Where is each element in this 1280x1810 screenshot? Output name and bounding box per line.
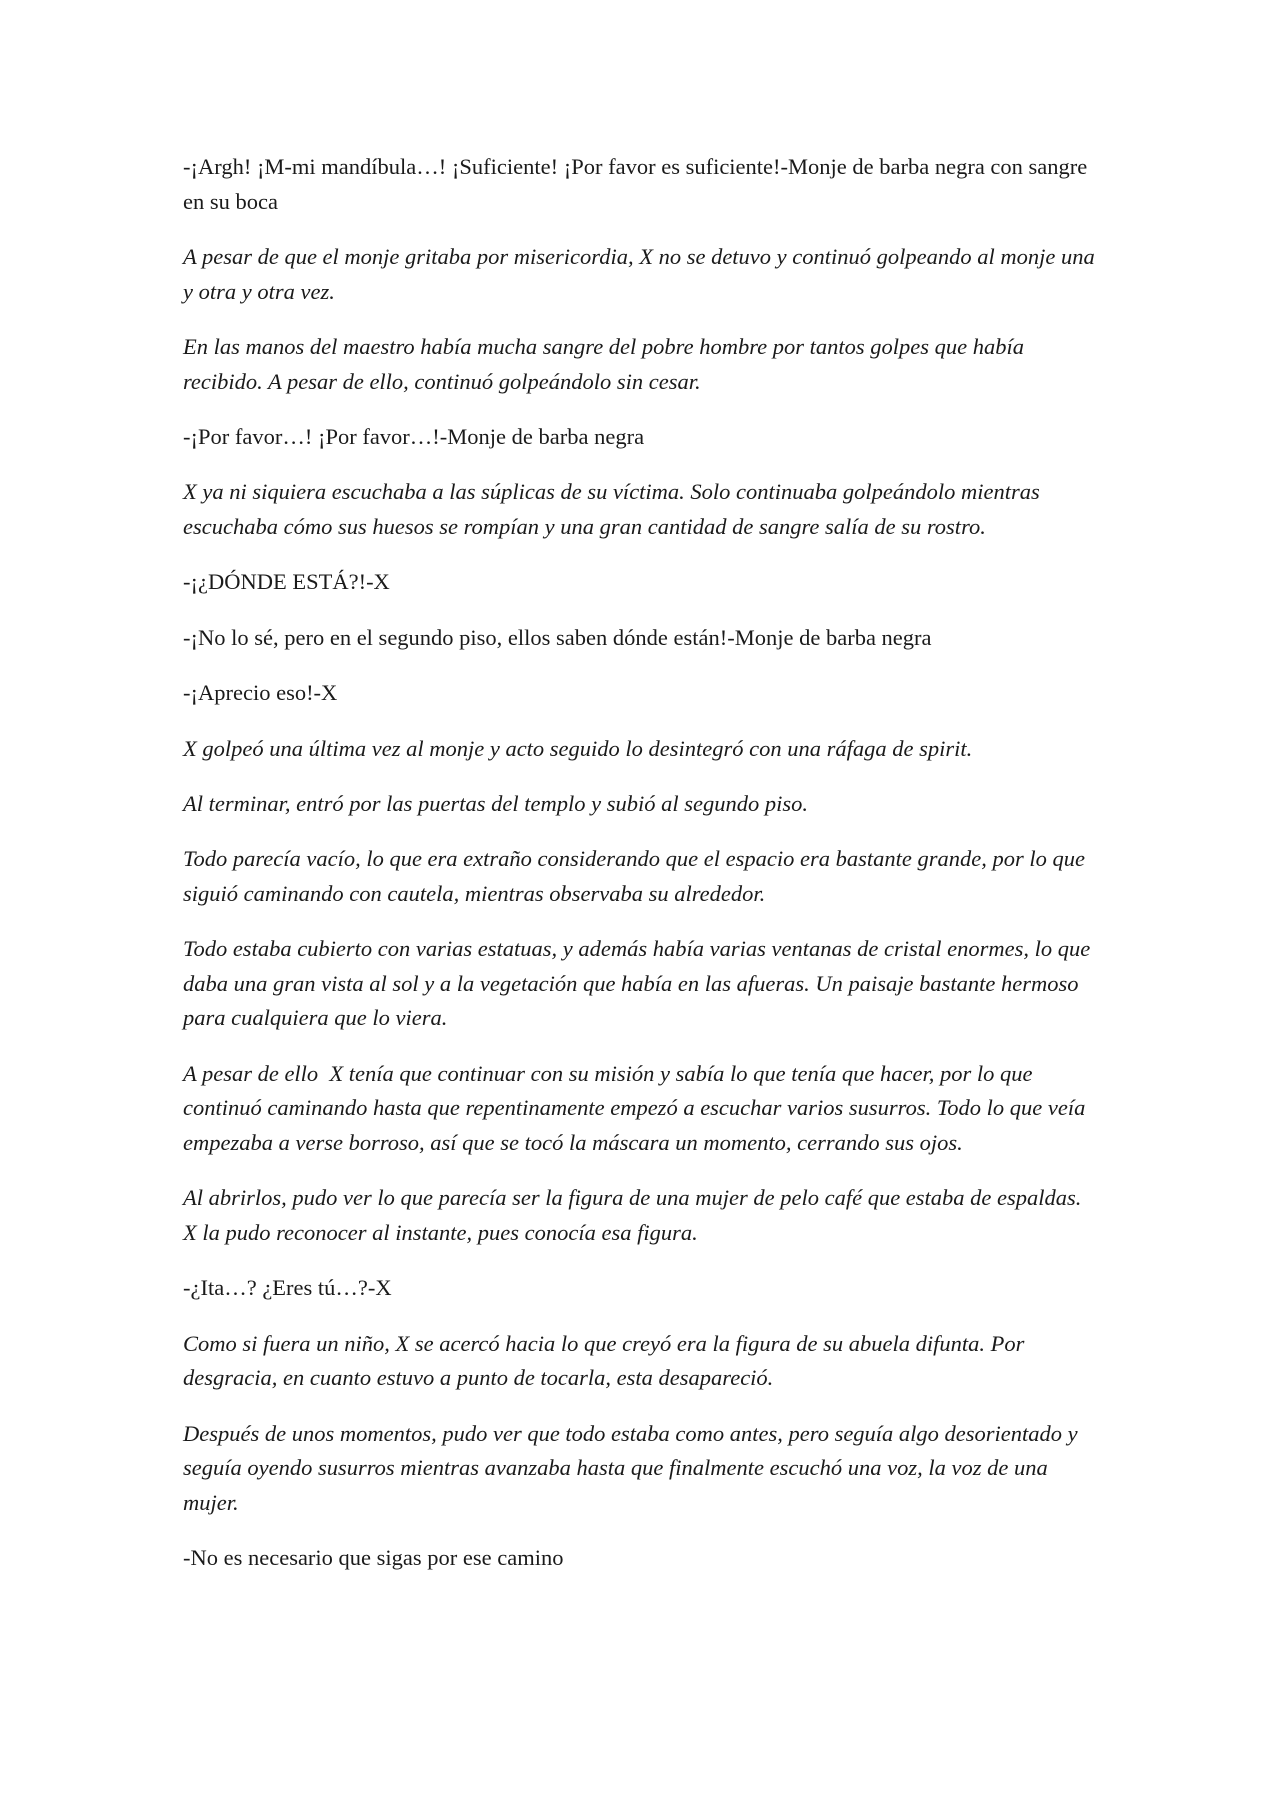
narration-paragraph: Al terminar, entró por las puertas del templo y subió al segundo piso. (183, 790, 808, 816)
dialogue-paragraph: -¡Por favor…! ¡Por favor…!-Monje de barba negra (183, 423, 645, 449)
narration-paragraph: X golpeó una última vez al monje y acto seguido lo desintegró con una ráfaga de spirit. (183, 735, 973, 761)
text-body (183, 150, 1098, 1597)
narration-paragraph: Al abrirlos, pudo ver lo que parecía ser la figura de una mujer de pelo café que estaba de espaldas. X la pudo reconocer al instante, pues conocía esa figura. (183, 1185, 1082, 1246)
narration-paragraph: Todo parecía vacío, lo que era extraño considerando que el espacio era bastante grande, por lo que siguió caminando con cautela, mientras observaba su alrededor. (183, 846, 1085, 906)
narration-paragraph: A pesar de ello X tenía que continuar con su misión y sabía lo que tenía que hacer, por lo que continuó caminando hasta que repentinamente empezó a escuchar varios susurros. Todo lo que veía empezaba a verse borroso, así que se tocó la máscara un momento, cerrando sus ojos. (183, 1060, 1092, 1156)
narration-paragraph: Después de unos momentos, pudo ver que todo estaba como antes, pero seguía algo desorientado y seguía oyendo susurros mientras avanzaba hasta que finalmente escuchó una voz, la voz de una mujer. (183, 1420, 1078, 1515)
narration-paragraph: A pesar de que el monje gritaba por misericordia, X no se detuvo y continuó golpeando al monje una y otra y otra vez. (183, 243, 1095, 304)
dialogue-paragraph: -¡No lo sé, pero en el segundo piso, ellos saben dónde están!-Monje de barba negra (183, 624, 932, 650)
dialogue-paragraph: -¡Aprecio eso!-X (183, 680, 338, 706)
narration-paragraph: Como si fuera un niño, X se acercó hacia lo que creyó era la figura de su abuela difunta. Por desgracia, en cuanto estuvo a punto de tocarla, esta desapareció. (183, 1330, 1025, 1391)
dialogue-paragraph: -¡¿DÓNDE ESTÁ?!-X (183, 569, 390, 595)
dialogue-paragraph: -¡Argh! ¡M-mi mandíbula…! ¡Suficiente! ¡Por favor es suficiente!-Monje de barba negra con sangre en su boca (183, 154, 1088, 214)
dialogue-paragraph: -¿Ita…? ¿Eres tú…?-X (183, 1275, 392, 1301)
narration-paragraph: Todo estaba cubierto con varias estatuas, y además había varias ventanas de cristal enormes, lo que daba una gran vista al sol y a la vegetación que había en las afueras. Un paisaje bastante hermoso para cualquiera que lo viera. (183, 936, 1091, 1031)
narration-paragraph: X ya ni siquiera escuchaba a las súplicas de su víctima. Solo continuaba golpeándolo mientras escuchaba cómo sus huesos se rompían y una gran cantidad de sangre salía de su rostro. (183, 479, 1040, 539)
narration-paragraph: En las manos del maestro había mucha sangre del pobre hombre por tantos golpes que había recibido. A pesar de ello, continuó golpeándolo sin cesar. (183, 333, 1024, 394)
dialogue-paragraph: -No es necesario que sigas por ese camino (183, 1545, 564, 1571)
